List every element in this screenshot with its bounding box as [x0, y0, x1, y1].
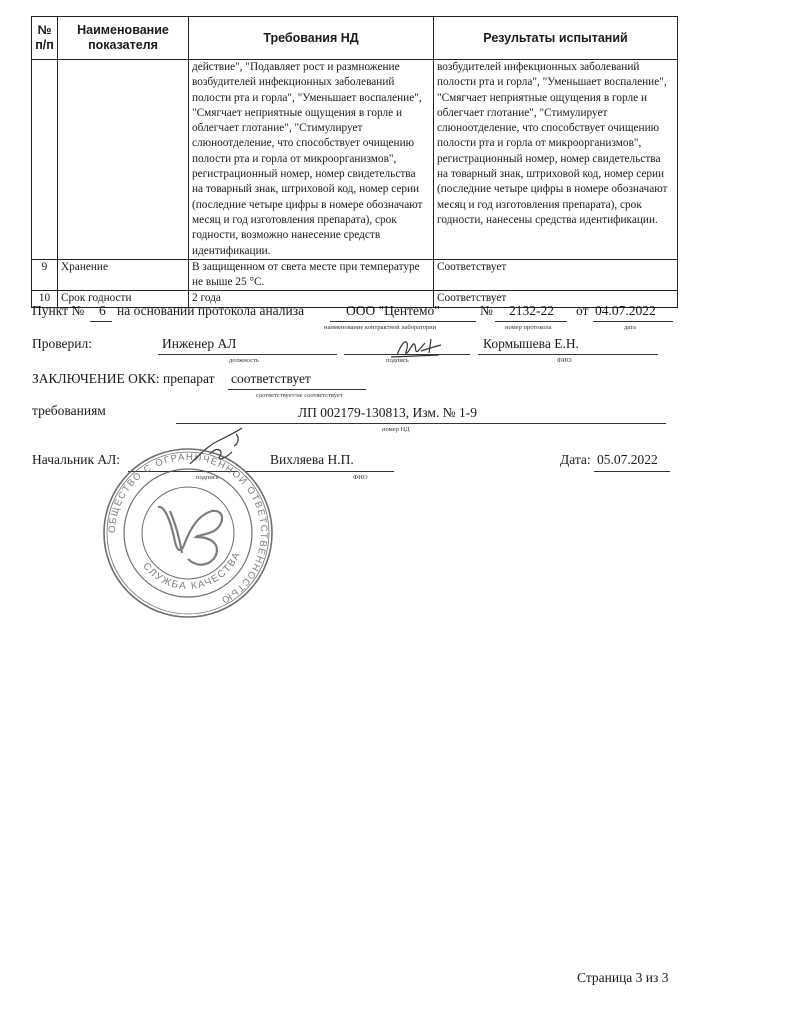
- conclusion-caption: соответствует/не соответствует: [256, 392, 343, 399]
- table-header-row: [32, 17, 678, 60]
- row-result: Соответствует: [434, 291, 678, 307]
- protocol-lab: ООО "Центемо": [346, 303, 440, 318]
- header-name: Наименование показателя: [58, 17, 189, 60]
- requirements-caption: номер НД: [382, 426, 410, 433]
- head-date: 05.07.2022: [597, 452, 658, 467]
- name-underline: [478, 354, 658, 355]
- head-name-caption: ФИО: [353, 474, 368, 481]
- number-underline: [495, 321, 567, 322]
- head-date-label: Дата:: [560, 452, 591, 467]
- svg-text:ОБЩЕСТВО С ОГРАНИЧЕННОЙ ОТВЕТС: ОБЩЕСТВО С ОГРАНИЧЕННОЙ ОТВЕТСТВЕННОСТЬЮ: [106, 451, 270, 606]
- checked-name: Кормышева Е.Н.: [483, 336, 579, 351]
- date-caption: дата: [624, 324, 636, 331]
- position-underline: [158, 354, 337, 355]
- row-result: Соответствует: [434, 259, 678, 291]
- number-caption: номер протокола: [505, 324, 552, 331]
- requirements-value: ЛП 002179-130813, Изм. № 1-9: [298, 405, 477, 420]
- date-underline: [593, 321, 673, 322]
- head-date-underline: [594, 471, 670, 472]
- head-name: Вихляева Н.П.: [270, 452, 354, 467]
- head-signature-caption: подпись: [196, 474, 219, 481]
- conclusion-label: ЗАКЛЮЧЕНИЕ ОКК: препарат: [32, 371, 215, 386]
- header-num: № п/п: [32, 17, 58, 60]
- position-caption: должность: [229, 357, 259, 364]
- row-num: 9: [32, 259, 58, 291]
- item-num-underline: [90, 321, 112, 322]
- row-name: [58, 60, 189, 260]
- page-counter: Страница 3 из 3: [577, 970, 669, 985]
- svg-text:СЛУЖБА КАЧЕСТВА: СЛУЖБА КАЧЕСТВА: [140, 549, 244, 593]
- lab-caption: наименование контрактной лаборатории: [324, 324, 437, 331]
- row-num: 10: [32, 291, 58, 307]
- row-name: Срок годности: [58, 291, 189, 307]
- row-requirement: 2 года: [189, 291, 434, 307]
- row-result: возбудителей инфекционных заболеваний полости рта и горла", "Уменьшает воспаление", "Смягчает неприятные ощущения в горле и облегчает глотание", "Стимулирует слюноотделение, что способствует очищению полости рта и горла от микроорганизмов", регистрационный номер, номер свидетельства на товарный знак, штриховой код, номер серии (последние четыре цифры в номере обозначают месяц и год изготовления препарата), срок годности, нанесены средства идентификации.: [434, 60, 678, 260]
- header-result: Результаты испытаний: [434, 17, 678, 60]
- quality-service-stamp: [100, 445, 276, 621]
- conclusion-value: соответствует: [231, 371, 311, 386]
- requirements-label: требованиям: [32, 403, 106, 418]
- row-name: Хранение: [58, 259, 189, 291]
- protocol-from-label: от: [576, 303, 589, 318]
- table-row: [32, 259, 678, 291]
- row-num: [32, 60, 58, 260]
- stamp-logo: [158, 507, 222, 565]
- protocol-num-label: №: [480, 303, 493, 318]
- row-requirement: В защищенном от света месте при температуре не выше 25 °С.: [189, 259, 434, 291]
- conclusion-underline: [228, 389, 366, 390]
- protocol-number: 2132-22: [509, 303, 554, 318]
- checked-label: Проверил:: [32, 336, 92, 351]
- checked-position: Инженер АЛ: [162, 336, 237, 351]
- signature-caption: подпись: [386, 357, 409, 364]
- protocol-prefix: Пункт №: [32, 303, 85, 318]
- row-requirement: действие", "Подавляет рост и размножение возбудителей инфекционных заболеваний полости рта и горла", "Уменьшает воспаление", "Смягчает неприятные ощущения в горле и облегчает глотание", "Стимулирует слюноотделение, что способствует очищению полости рта и горла от микроорганизмов", регистрационный номер, номер свидетельства на товарный знак, штриховой код, номер серии (последние четыре цифры в номере обозначают месяц и год изготовления препарата), срок годности, возможно нанесение средств идентификации.: [189, 60, 434, 260]
- name-caption: ФИО: [557, 357, 572, 364]
- protocol-date: 04.07.2022: [595, 303, 656, 318]
- spec-table: [31, 16, 678, 308]
- protocol-basis: на основании протокола анализа: [117, 303, 305, 318]
- head-label: Начальник АЛ:: [32, 452, 121, 467]
- signature-underline: [344, 354, 470, 355]
- table-row: [32, 60, 678, 260]
- lab-underline: [330, 321, 476, 322]
- protocol-item-num: 6: [99, 303, 106, 318]
- header-requirement: Требования НД: [189, 17, 434, 60]
